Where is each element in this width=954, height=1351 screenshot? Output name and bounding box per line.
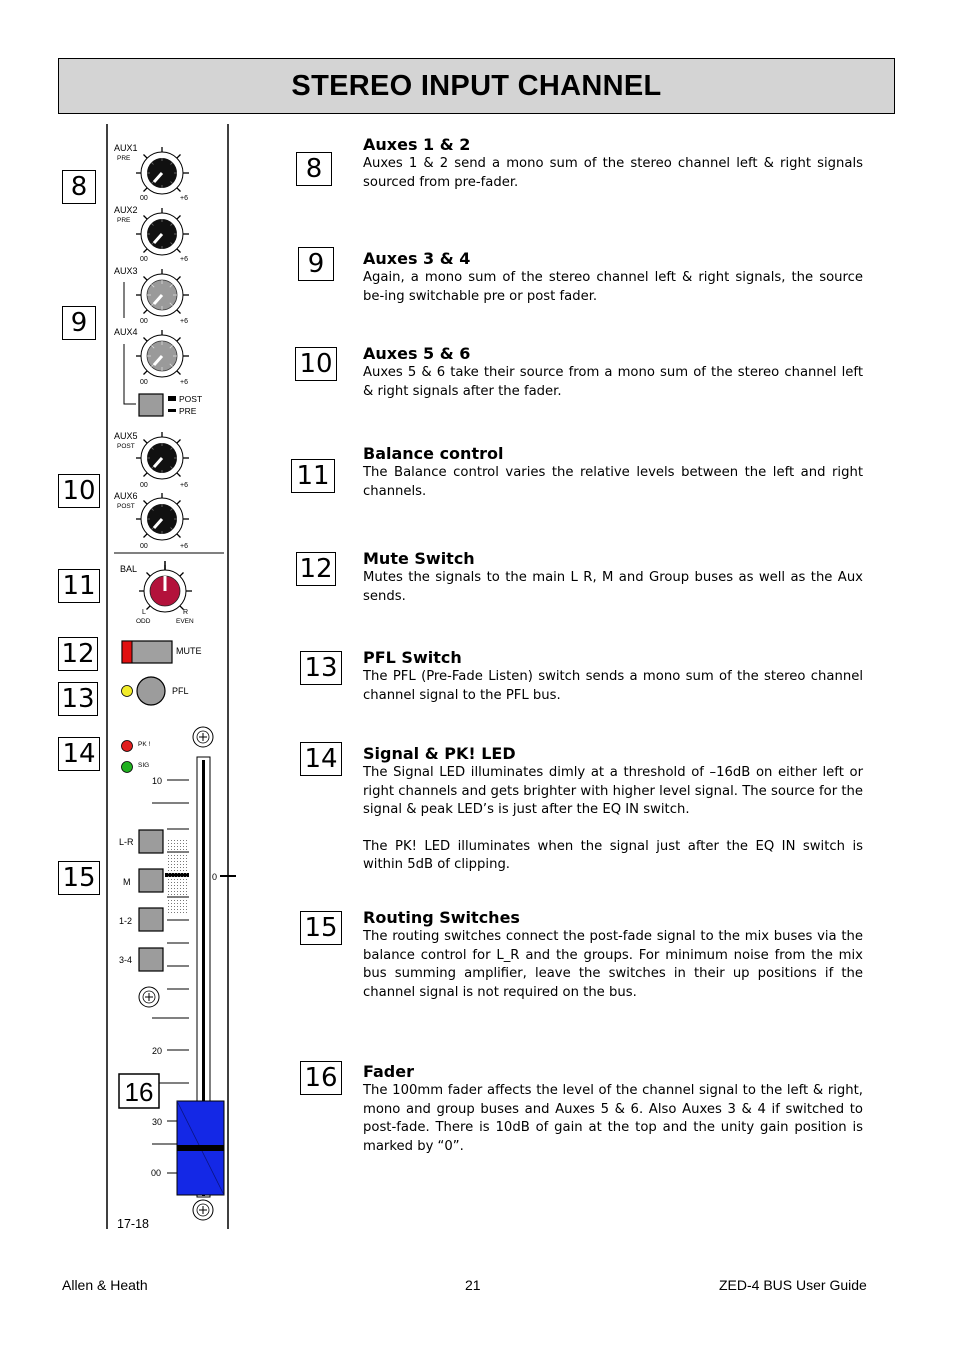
middle-screw-icon — [139, 987, 159, 1007]
left-marker-10: 10 — [58, 474, 100, 508]
section-number-15: 15 — [300, 911, 342, 945]
section-body: The Signal LED illuminates dimly at a threshold of –16dB on either left or right channels and gets brighter with higher level signal. The source for the signal & peak LED’s is just after the EQ IN switch. — [363, 765, 863, 818]
section-auxes-3-4 — [363, 249, 863, 306]
fader-scale-20: 20 — [152, 1046, 163, 1056]
route-12-label: 1-2 — [119, 916, 133, 926]
section-title: Mute Switch — [363, 549, 475, 568]
top-screw-icon — [193, 727, 213, 747]
fader-scale-30: 30 — [152, 1117, 163, 1127]
left-marker-15: 15 — [58, 861, 100, 895]
section-body: The PK! LED illuminates when the signal just after the EQ IN switch is within 5dB of clipping. — [363, 838, 863, 873]
aux1-min-label: 00 — [140, 195, 148, 202]
mute-led-icon — [122, 641, 132, 663]
left-marker-14: 14 — [58, 737, 100, 771]
mute-label: MUTE — [176, 646, 202, 656]
section-number-12: 12 — [296, 552, 336, 586]
aux4-bracket — [124, 344, 136, 404]
section-body: The PFL (Pre-Fade Listen) switch sends a mono sum of the stereo channel channel signal to the PFL bus. — [363, 669, 863, 703]
route-34-label: 3-4 — [119, 955, 133, 965]
bal-left-label: L — [142, 609, 146, 616]
section-number-16: 16 — [300, 1061, 342, 1095]
section-body: Mutes the signals to the main L R, M and Group buses as well as the Aux sends. — [363, 570, 863, 604]
fader-scale-10: 10 — [152, 776, 163, 786]
pk-label: PK ! — [138, 741, 151, 748]
channel-strip-illustration — [100, 120, 240, 1232]
aux6-min-label: 00 — [140, 543, 148, 550]
section-number-13: 13 — [300, 651, 342, 685]
bal-label: BAL — [120, 564, 138, 574]
section-body: Again, a mono sum of the stereo channel left & right signals, the source be-ing switchable pre or post fader. — [363, 270, 863, 304]
route-12-switch[interactable] — [139, 908, 163, 931]
bal-odd-label: ODD — [136, 618, 151, 625]
section-number-11: 11 — [291, 459, 335, 493]
left-marker-9: 9 — [62, 306, 96, 340]
aux2-max-label: +6 — [180, 256, 188, 263]
aux5-sub-label: POST — [117, 443, 135, 450]
aux3-min-label: 00 — [140, 318, 148, 325]
section-number-9: 9 — [298, 247, 334, 281]
channel-number: 17-18 — [117, 1217, 149, 1231]
section-balance-control — [363, 444, 863, 501]
bottom-screw-icon — [193, 1200, 213, 1220]
pre-post-switch[interactable] — [139, 394, 163, 416]
aux5-knob[interactable] — [136, 432, 189, 479]
aux3-knob[interactable] — [136, 269, 189, 316]
fader-unity-label: 0 — [212, 872, 218, 882]
sig-led — [122, 762, 133, 773]
section-title: Fader — [363, 1062, 414, 1081]
post-label: POST — [179, 394, 203, 404]
aux2-label: AUX2 — [114, 205, 138, 215]
aux1-sub-label: PRE — [117, 155, 131, 162]
route-m-switch[interactable] — [139, 869, 163, 892]
section-title: Signal & PK! LED — [363, 744, 516, 763]
page-number: 21 — [465, 1277, 481, 1293]
section-auxes-5-6 — [363, 344, 863, 401]
aux3-max-label: +6 — [180, 318, 188, 325]
route-lr-switch[interactable] — [139, 830, 163, 853]
section-body: Auxes 5 & 6 take their source from a mono sum of the stereo channel left & right signals after the fader. — [363, 365, 863, 399]
sig-label: SIG — [138, 762, 150, 769]
pfl-label: PFL — [172, 686, 189, 696]
section-mute-switch — [363, 549, 863, 606]
section-number-8: 8 — [296, 152, 332, 186]
section-signal-pk-led — [363, 744, 863, 875]
left-marker-8: 8 — [62, 170, 96, 204]
aux5-label: AUX5 — [114, 431, 138, 441]
section-title: PFL Switch — [363, 648, 462, 667]
section-number-14: 14 — [300, 742, 342, 776]
left-marker-12: 12 — [58, 637, 98, 671]
aux1-label: AUX1 — [114, 143, 138, 153]
aux5-max-label: +6 — [180, 482, 188, 489]
aux2-sub-label: PRE — [117, 217, 131, 224]
aux2-knob[interactable] — [136, 208, 189, 255]
balance-knob[interactable] — [139, 561, 192, 612]
section-pfl-switch — [363, 648, 863, 705]
post-indicator-icon — [168, 396, 176, 401]
section-number-10: 10 — [295, 347, 337, 381]
bal-right-label: R — [183, 609, 189, 616]
section-body: The Balance control varies the relative levels between the left and right channels. — [363, 465, 863, 499]
aux6-max-label: +6 — [180, 543, 188, 550]
aux6-knob[interactable] — [136, 493, 189, 540]
routing-dot-panel — [166, 840, 188, 914]
section-title: Balance control — [363, 444, 504, 463]
footer-left: Allen & Heath — [62, 1277, 148, 1293]
section-title: Auxes 3 & 4 — [363, 249, 471, 268]
aux2-min-label: 00 — [140, 256, 148, 263]
footer-right: ZED-4 BUS User Guide — [719, 1277, 867, 1293]
page-title: STEREO INPUT CHANNEL — [291, 69, 662, 102]
section-auxes-1-2 — [363, 135, 863, 192]
section-fader — [363, 1062, 863, 1156]
fader-cap[interactable] — [177, 1101, 224, 1195]
bal-even-label: EVEN — [176, 618, 194, 625]
section-body: The routing switches connect the post-fade signal to the mix buses via the balance control for L_R and the groups. For minimum noise from the mix bus summing amplifier, leave the switches in their up positions if the channel signal is not required on the bus. — [363, 929, 863, 1000]
aux4-max-label: +6 — [180, 379, 188, 386]
section-routing-switches — [363, 908, 863, 1002]
left-marker-11: 11 — [58, 569, 100, 603]
route-m-label: M — [123, 877, 131, 887]
aux1-knob[interactable] — [136, 147, 189, 194]
section-title: Auxes 1 & 2 — [363, 135, 471, 154]
aux6-label: AUX6 — [114, 491, 138, 501]
left-marker-16-text: 16 — [124, 1077, 154, 1107]
pk-led — [122, 741, 133, 752]
aux4-min-label: 00 — [140, 379, 148, 386]
route-lr-label: L-R — [119, 837, 134, 847]
aux1-max-label: +6 — [180, 195, 188, 202]
route-34-switch[interactable] — [139, 948, 163, 971]
aux3-label: AUX3 — [114, 266, 138, 276]
aux6-sub-label: POST — [117, 503, 135, 510]
pre-indicator-icon — [168, 409, 176, 412]
pfl-led — [122, 686, 133, 697]
section-body: Auxes 1 & 2 send a mono sum of the stereo channel left & right signals sourced from pre-fader. — [363, 156, 863, 190]
pfl-switch[interactable] — [137, 677, 165, 705]
aux4-knob[interactable] — [136, 330, 189, 377]
section-body: The 100mm fader affects the level of the channel signal to the left & right, mono and group buses and Auxes 5 & 6. Also Auxes 3 & 4 if switched to post-fade. There is 10dB of gain at the top and the unity gain position is marked by “0”. — [363, 1083, 863, 1154]
section-title: Routing Switches — [363, 908, 520, 927]
section-title: Auxes 5 & 6 — [363, 344, 471, 363]
aux5-min-label: 00 — [140, 482, 148, 489]
title-bar — [58, 58, 895, 114]
aux4-label: AUX4 — [114, 327, 138, 337]
pre-label: PRE — [179, 406, 197, 416]
left-marker-13: 13 — [58, 682, 98, 716]
fader-scale-inf: 00 — [151, 1168, 162, 1178]
